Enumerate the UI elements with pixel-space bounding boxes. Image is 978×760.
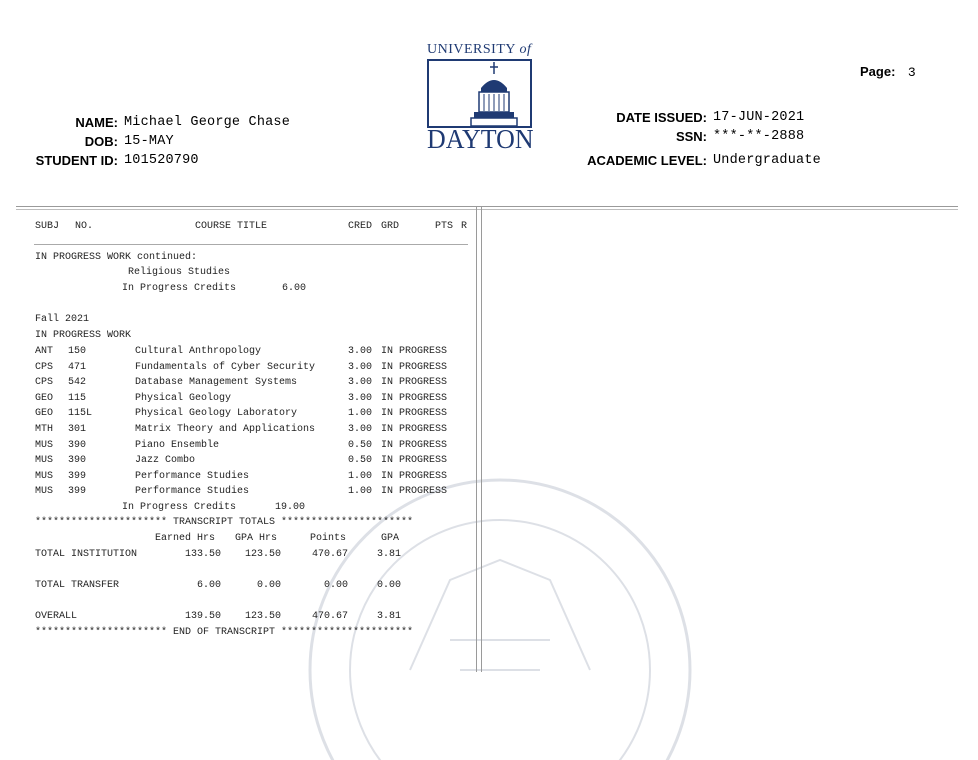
- course-subj: MUS: [35, 439, 54, 451]
- course-cred: 0.50: [348, 439, 373, 451]
- course-cred: 3.00: [348, 424, 373, 435]
- student-id-label: STUDENT ID:: [35, 153, 118, 168]
- totals-gpa: 3.81: [376, 611, 401, 622]
- totals-points: 470.67: [311, 549, 348, 560]
- totals-gpa: 0.00: [376, 580, 401, 591]
- academic-level: Undergraduate: [713, 153, 821, 168]
- col-title: COURSE TITLE: [195, 221, 268, 232]
- name-label: NAME:: [75, 115, 118, 130]
- course-grd: IN PROGRESS: [381, 361, 448, 373]
- continued-heading: IN PROGRESS WORK continued:: [35, 252, 198, 263]
- course-grd: IN PROGRESS: [381, 377, 448, 389]
- totals-gpa-hrs: 123.50: [244, 611, 281, 622]
- course-no: 399: [68, 486, 87, 498]
- student-id: 101520790: [124, 153, 199, 168]
- course-no: 471: [68, 361, 87, 373]
- date-issued-label: DATE ISSUED:: [616, 110, 707, 125]
- dob-row: [34, 132, 174, 152]
- logo-dayton-text: DAYTON: [427, 124, 534, 154]
- header-divider: [16, 206, 958, 207]
- column-divider-right: [481, 207, 482, 672]
- totals-header-points: Points: [310, 533, 347, 544]
- course-title: Piano Ensemble: [135, 439, 220, 451]
- column-divider-left: [476, 207, 477, 672]
- course-grd: IN PROGRESS: [381, 424, 448, 435]
- logo-university-text: UNIVERSITY of: [427, 42, 532, 57]
- term-credits-label: In Progress Credits: [122, 502, 237, 513]
- ssn-row: [585, 127, 804, 147]
- term-heading: IN PROGRESS WORK: [35, 330, 132, 341]
- course-grd: IN PROGRESS: [381, 392, 448, 404]
- course-title: Physical Geology: [135, 392, 232, 404]
- course-title: Cultural Anthropology: [135, 346, 262, 357]
- continued-subject: Religious Studies: [128, 267, 231, 278]
- course-no: 301: [68, 424, 87, 435]
- date-issued-row: [585, 108, 804, 128]
- col-grd: GRD: [381, 221, 400, 232]
- academic-level-label: ACADEMIC LEVEL:: [587, 153, 707, 168]
- continued-credits: 6.00: [282, 283, 307, 294]
- course-cred: 3.00: [348, 346, 373, 357]
- course-cred: 3.00: [348, 392, 373, 404]
- column-header-rule: [34, 244, 468, 245]
- course-subj: MUS: [35, 470, 54, 482]
- totals-earned: 6.00: [196, 580, 221, 591]
- course-subj: GEO: [35, 392, 54, 404]
- student-id-row: [34, 151, 199, 171]
- col-pts: PTS: [435, 221, 454, 232]
- student-dob: 15-MAY: [124, 134, 174, 149]
- academic-level-row: [585, 151, 821, 171]
- page-number: 3: [907, 65, 916, 80]
- ssn-value: ***-**-2888: [713, 129, 805, 144]
- course-subj: MTH: [35, 424, 54, 435]
- col-no: NO.: [75, 221, 94, 232]
- ssn-label: SSN:: [675, 129, 707, 144]
- course-no: 390: [68, 455, 87, 467]
- course-cred: 3.00: [348, 377, 373, 389]
- course-grd: IN PROGRESS: [381, 346, 448, 357]
- course-cred: 3.00: [348, 361, 373, 373]
- course-grd: IN PROGRESS: [381, 455, 448, 467]
- course-title: Database Management Systems: [135, 377, 298, 389]
- header-divider-secondary: [16, 209, 958, 210]
- student-name: Michael George Chase: [124, 115, 291, 130]
- col-r: R: [461, 221, 468, 232]
- course-subj: CPS: [35, 377, 54, 389]
- course-no: 115L: [68, 408, 93, 420]
- course-subj: MUS: [35, 455, 54, 467]
- totals-label: TOTAL TRANSFER: [35, 580, 120, 591]
- course-no: 399: [68, 470, 87, 482]
- totals-label: OVERALL: [35, 611, 78, 622]
- totals-header-gpa-hrs: GPA Hrs: [235, 533, 278, 544]
- totals-banner: ********************** TRANSCRIPT TOTALS **********************: [35, 517, 414, 528]
- course-grd: IN PROGRESS: [381, 470, 448, 482]
- course-no: 115: [68, 392, 87, 404]
- dob-label: DOB:: [84, 134, 118, 149]
- course-title: Jazz Combo: [135, 455, 196, 467]
- course-cred: 1.00: [348, 486, 373, 498]
- name-row: [34, 113, 290, 133]
- totals-gpa-hrs: 123.50: [244, 549, 281, 560]
- course-cred: 1.00: [348, 408, 373, 420]
- totals-header-earned: Earned Hrs: [155, 533, 216, 544]
- term-name: Fall 2021: [35, 314, 90, 325]
- page-indicator: [860, 63, 916, 81]
- course-grd: IN PROGRESS: [381, 439, 448, 451]
- university-logo: [424, 42, 536, 154]
- course-no: 150: [68, 346, 87, 357]
- totals-points: 470.67: [311, 611, 348, 622]
- course-subj: ANT: [35, 346, 54, 357]
- course-cred: 1.00: [348, 470, 373, 482]
- end-banner: ********************** END OF TRANSCRIPT **********************: [35, 627, 414, 638]
- course-title: Fundamentals of Cyber Security: [135, 361, 316, 373]
- course-cred: 0.50: [348, 455, 373, 467]
- course-title: Performance Studies: [135, 486, 250, 498]
- totals-label: TOTAL INSTITUTION: [35, 549, 138, 560]
- course-title: Performance Studies: [135, 470, 250, 482]
- course-no: 390: [68, 439, 87, 451]
- col-cred: CRED: [348, 221, 373, 232]
- col-subj: SUBJ: [35, 221, 60, 232]
- continued-credits-label: In Progress Credits: [122, 283, 237, 294]
- totals-header-gpa: GPA: [381, 533, 400, 544]
- totals-earned: 133.50: [184, 549, 221, 560]
- course-grd: IN PROGRESS: [381, 408, 448, 420]
- totals-gpa: 3.81: [376, 549, 401, 560]
- totals-gpa-hrs: 0.00: [256, 580, 281, 591]
- course-subj: MUS: [35, 486, 54, 498]
- totals-points: 0.00: [323, 580, 348, 591]
- date-issued: 17-JUN-2021: [713, 110, 805, 125]
- term-credits: 19.00: [275, 502, 306, 513]
- page-label: Page:: [860, 64, 896, 79]
- course-title: Matrix Theory and Applications: [135, 424, 316, 435]
- course-grd: IN PROGRESS: [381, 486, 448, 498]
- course-subj: GEO: [35, 408, 54, 420]
- course-no: 542: [68, 377, 87, 389]
- totals-earned: 139.50: [184, 611, 221, 622]
- course-title: Physical Geology Laboratory: [135, 408, 298, 420]
- course-subj: CPS: [35, 361, 54, 373]
